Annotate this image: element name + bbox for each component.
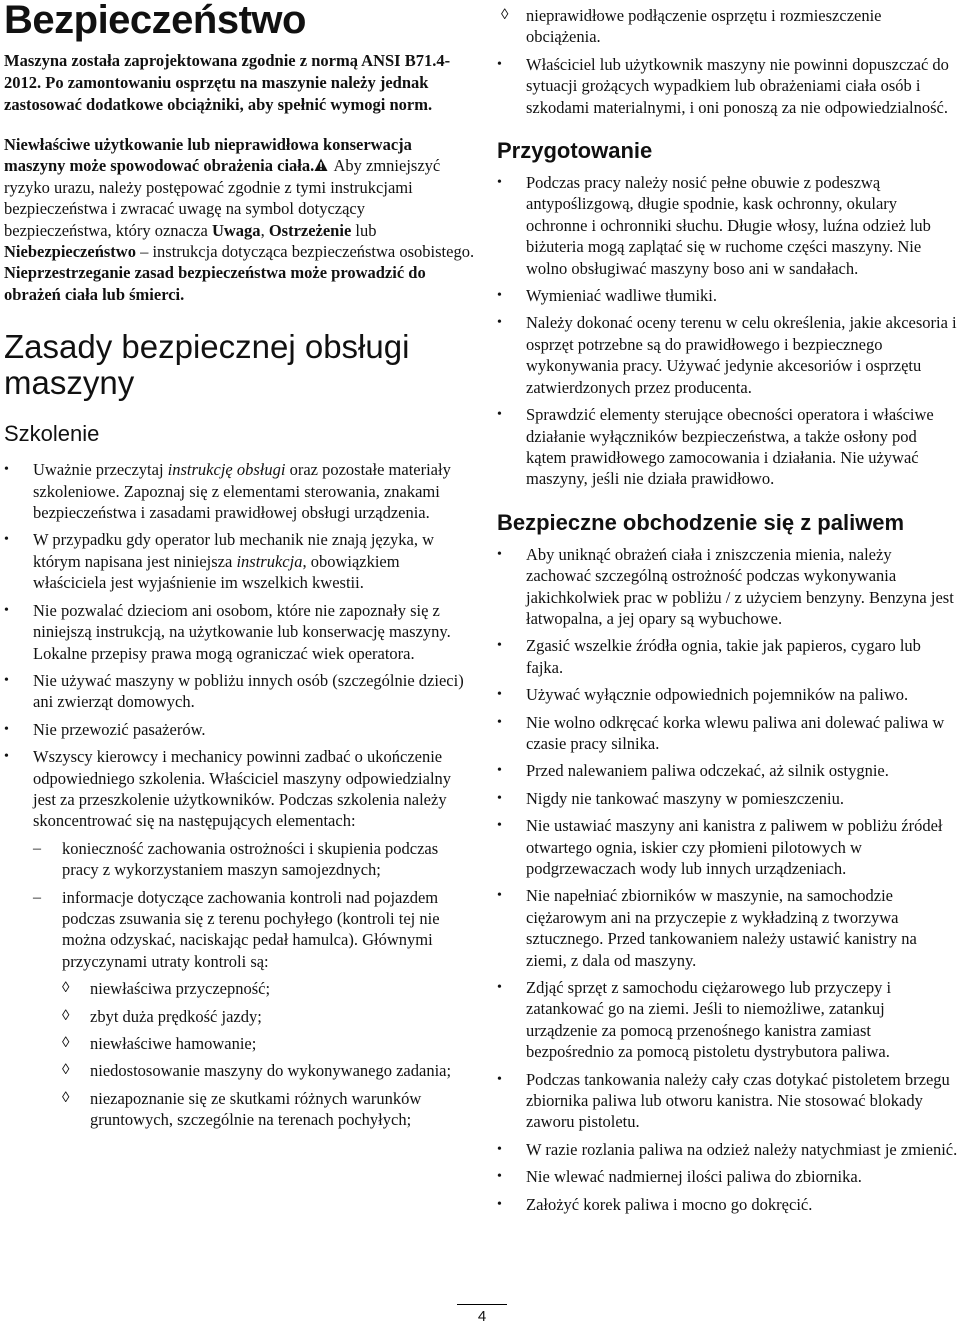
bullet-marker: • [497, 315, 502, 331]
list-item [4, 459, 476, 523]
fuel-item-text: Podczas tankowania należy cały czas dotykać pistoletem brzegu zbiornika paliwa lub otworu kanistra. Nie stosować blokady zaworu pistoletu. [526, 1069, 950, 1132]
bullet-marker: • [4, 602, 9, 618]
page-number: 4 [477, 1308, 487, 1325]
bullet-marker: • [497, 1196, 502, 1212]
list-item [497, 760, 960, 781]
diamond-marker: ◊ [62, 1089, 70, 1106]
training-b1-text-a: Uważnie przeczytaj [33, 460, 168, 480]
fuel-list [497, 544, 960, 1215]
fuel-item-text: Zdjąć sprzęt z samochodu ciężarowego lub przyczepy i zatankować go na ziemi. Jeśli to niemożliwe, zatankuj urządzenie za pomocą przenośnego kanistra zamiast bezpośrednio za pomocą pistoletu dystrybutora paliwa. [526, 978, 892, 1062]
bullet-marker: • [497, 687, 502, 703]
list-item [4, 1060, 476, 1081]
bullet-marker: • [497, 714, 502, 730]
list-item [497, 1069, 960, 1133]
intro-warning-bold-end: Nieprzestrzeganie zasad bezpieczeństwa może prowadzić do obrażeń ciała lub śmierci. [4, 263, 426, 304]
intro-niebezpieczenstwo: Niebezpieczeństwo [4, 242, 136, 262]
intro-norm-paragraph: Maszyna została zaprojektowana zgodnie z normą ANSI B71.4-2012. Po zamontowaniu osprzętu na maszynie należy jednak zastosować dodatkowe obciążniki, aby spełnić wymogi norm. [4, 51, 451, 114]
intro-text-b: – instrukcja dotycząca bezpieczeństwa osobistego. [135, 242, 475, 262]
fuel-item-text: Nie wolno odkręcać korka wlewu paliwa ani dolewać paliwa w czasie pracy silnika. [526, 712, 945, 753]
training-b7-text: Właściciel lub użytkownik maszyny nie powinni dopuszczać do sytuacji grożących wypadkiem lub obrażeniami ciała osób i szkodami materialnymi, i oni ponoszą za nie odpowiedzialność. [526, 54, 949, 117]
fuel-item-text: Nigdy nie tankować maszyny w pomieszczeniu. [526, 788, 844, 808]
diamond-marker: ◊ [62, 1062, 70, 1079]
intro-warning-paragraph [4, 134, 476, 305]
list-item [4, 746, 476, 832]
training-b2-text-a: W przypadku gdy operator lub mechanik nie znają języka, w którym napisana jest niniejsza [33, 530, 435, 571]
intro-comma: , [260, 220, 269, 240]
list-item [497, 788, 960, 809]
intro-uwaga: Uwaga [211, 220, 261, 240]
list-item [4, 600, 476, 664]
list-item [4, 978, 476, 999]
training-dash1-text: konieczność zachowania ostrożności i skupienia podczas pracy z wykorzystaniem maszyn samojezdnych; [62, 838, 439, 880]
list-item [497, 544, 960, 630]
bullet-marker: • [497, 638, 502, 654]
list-item [497, 1139, 960, 1160]
training-dash-list [4, 838, 476, 972]
fuel-item-text: Nie ustawiać maszyny ani kanistra z paliwem w pobliżu źródeł otwartego ognia, iskier czy płomieni pilotowych w podgrzewaczach wody lub innych urządzeniach. [526, 816, 943, 878]
training-d1-text: niewłaściwa przyczepność; [90, 979, 271, 999]
diamond-marker: ◊ [62, 1035, 70, 1051]
bullet-marker: • [497, 56, 502, 72]
fuel-item-text: Nie napełniać zbiorników w maszynie, na samochodzie ciężarowym ani na przyczepie z wykładziną z tworzywa sztucznego. Przed tankowaniem należy ustawić kanistry na ziemi, z dala od maszyny. [526, 886, 917, 970]
training-b1-italic: instrukcję obsługi [167, 460, 286, 480]
training-list-continued [497, 54, 960, 118]
diamond-marker: ◊ [62, 1007, 70, 1024]
loss-of-control-list [4, 978, 476, 1130]
training-b2-italic: instrukcja [236, 551, 303, 571]
bullet-marker: • [497, 1071, 502, 1087]
training-d4-text: niedostosowanie maszyny do wykonywanego zadania; [90, 1061, 452, 1081]
bullet-marker: • [497, 546, 502, 562]
bullet-marker: • [4, 532, 9, 548]
bullet-marker: • [4, 462, 9, 478]
left-column [4, 0, 476, 1137]
training-b4-text: Nie używać maszyny w pobliżu innych osób (szczególnie dzieci) ani zwierząt domowych. [33, 670, 464, 712]
training-d2-text: zbyt duża prędkość jazdy; [90, 1006, 262, 1026]
preparation-item-text: Podczas pracy należy nosić pełne obuwie z podeszwą antypoślizgową, długie spodnie, kask ochronny, okulary ochronne i ochronniki słuchu. Długie włosy, luźna odzież lub biżuteria mogą zaplątać się w ruchome części maszyny. Nie wolno obsługiwać maszyny boso ani w sandałach. [526, 173, 931, 278]
training-b1-text-b: oraz pozostałe materiały szkoleniowe. Zapoznaj się z elementami sterowania, znakami bezpieczeństwa i zasadami prawidłowej obsługi urządzenia. [33, 460, 451, 523]
list-item [497, 54, 960, 118]
intro-text-a: Aby zmniejszyć ryzyko urazu, należy postępować zgodnie z tymi instrukcjami bezpieczeństwa i zwracać uwagę na symbol dotyczący bezpieczeństwa, który oznacza [4, 156, 441, 240]
loss-of-control-list-continued [439, 5, 960, 48]
preparation-item-text: Wymieniać wadliwe tłumiki. [526, 286, 717, 306]
training-d6-text: nieprawidłowe podłączenie osprzętu i rozmieszczenie obciążenia. [526, 6, 882, 47]
footer-rule [457, 1304, 507, 1305]
training-dash2-text: informacje dotyczące zachowania kontroli nad pojazdem podczas zsuwania się z terenu pochyłego (kontroli tej nie można odzyskać, naciskając pedał hamulca). Głównymi przyczynami utraty kontroli są: [62, 887, 440, 971]
list-item [497, 1194, 960, 1215]
fuel-item-text: Nie wlewać nadmiernej ilości paliwa do zbiornika. [526, 1167, 862, 1187]
fuel-item-text: Przed nalewaniem paliwa odczekać, aż silnik ostygnie. [526, 761, 889, 781]
training-b6-text: Wszyscy kierowcy i mechanicy powinni zadbać o ukończenie odpowiedniego szkolenia. Właściciel maszyny odpowiedzialny jest za przeszkolenie użytkowników. Podczas szkolenia należy skoncentrować się na następujących elementach: [33, 747, 452, 831]
bullet-marker: • [497, 790, 502, 806]
bullet-marker: • [497, 1141, 502, 1157]
bullet-marker: • [4, 721, 9, 737]
intro-warning-bold-start: Niewłaściwe użytkowanie lub nieprawidłowa konserwacja maszyny może spowodować obrażenia ciała. [4, 135, 412, 176]
training-d3-text: niewłaściwe hamowanie; [90, 1034, 257, 1053]
fuel-item-text: Aby uniknąć obrażeń ciała i zniszczenia mienia, należy zachować szczególną ostrożność podczas wykonywania jakichkolwiek prac w pobliżu / z użyciem benzyny. Benzyna jest łatwopalna, a jej opary są wybuchowe. [526, 544, 954, 628]
training-list [4, 459, 476, 832]
list-item [497, 172, 960, 279]
training-b5-text: Nie przewozić pasażerów. [33, 719, 206, 739]
list-item [439, 5, 960, 48]
training-d5-text: niezapoznanie się ze skutkami różnych warunków gruntowych, szczególnie na terenach pochyłych; [90, 1088, 422, 1130]
fuel-heading: Bezpieczne obchodzenie się z paliwem [497, 509, 905, 535]
intro-lub: lub [351, 220, 377, 240]
bullet-marker: • [497, 407, 502, 423]
diamond-marker: ◊ [62, 980, 70, 997]
list-item [497, 815, 960, 879]
bullet-marker: • [4, 672, 9, 688]
list-item [4, 670, 476, 713]
list-item [497, 1166, 960, 1187]
list-item [4, 838, 476, 881]
preparation-list [497, 172, 960, 490]
bullet-marker: • [497, 980, 502, 996]
preparation-item-text: Należy dokonać oceny terenu w celu określenia, jakie akcesoria i osprzęt potrzebne są do prawidłowego i bezpiecznego wykonywania pracy. Używać jedynie akcesoriów i osprzętu zatwierdzonych przez producenta. [526, 313, 957, 397]
training-b2-text-b: , obowiązkiem właściciela jest wyjaśnienie im wszelkich kwestii. [33, 551, 400, 593]
intro-ostrzezenie: Ostrzeżenie [268, 220, 352, 240]
list-item [497, 977, 960, 1063]
list-item [4, 529, 476, 593]
fuel-item-text: Zgasić wszelkie źródła ognia, takie jak papieros, cygaro lub fajka. [526, 636, 921, 677]
bullet-marker: • [497, 888, 502, 904]
fuel-item-text: W razie rozlania paliwa na odzież należy natychmiast je zmienić. [526, 1139, 958, 1159]
bullet-marker: • [497, 818, 502, 834]
right-column [497, 5, 960, 1221]
preparation-item-text: Sprawdzić elementy sterujące obecności operatora i właściwe działanie wyłączników bezpieczeństwa, a także osłony pod kątem prawidłowego zamocowania i działania. Nie używać maszyny, jeśli nie działa prawidłowo. [526, 405, 934, 489]
warning-triangle-icon [314, 158, 328, 172]
list-item [4, 1088, 476, 1131]
dash-marker: – [33, 839, 41, 857]
bullet-marker: • [497, 1169, 502, 1185]
training-b3-text: Nie pozwalać dzieciom ani osobom, które nie zapoznały się z niniejszą instrukcją, na użytkowanie lub konserwację maszyny. Lokalne przepisy prawa mogą ograniczać wiek operatora. [33, 600, 451, 663]
page-title: Bezpieczeństwo [4, 0, 306, 42]
dash-marker: – [33, 888, 41, 906]
training-heading: Szkolenie [4, 421, 100, 447]
bullet-marker: • [497, 288, 502, 304]
preparation-heading: Przygotowanie [497, 138, 653, 164]
list-item [4, 1033, 476, 1054]
list-item [497, 635, 960, 678]
list-item [497, 712, 960, 755]
list-item [4, 887, 476, 973]
diamond-marker: ◊ [501, 7, 509, 23]
fuel-item-text: Używać wyłącznie odpowiednich pojemników na paliwo. [526, 685, 909, 705]
section-safe-operation-heading: Zasady bezpiecznej obsługi maszyny [4, 328, 410, 402]
bullet-marker: • [497, 175, 502, 191]
bullet-marker: • [4, 749, 9, 765]
fuel-item-text: Założyć korek paliwa i mocno go dokręcić. [526, 1194, 813, 1214]
list-item [497, 885, 960, 971]
list-item [497, 285, 960, 306]
list-item [497, 312, 960, 398]
list-item [4, 719, 476, 740]
bullet-marker: • [497, 763, 502, 779]
list-item [4, 1006, 476, 1027]
list-item [497, 684, 960, 705]
list-item [497, 404, 960, 490]
